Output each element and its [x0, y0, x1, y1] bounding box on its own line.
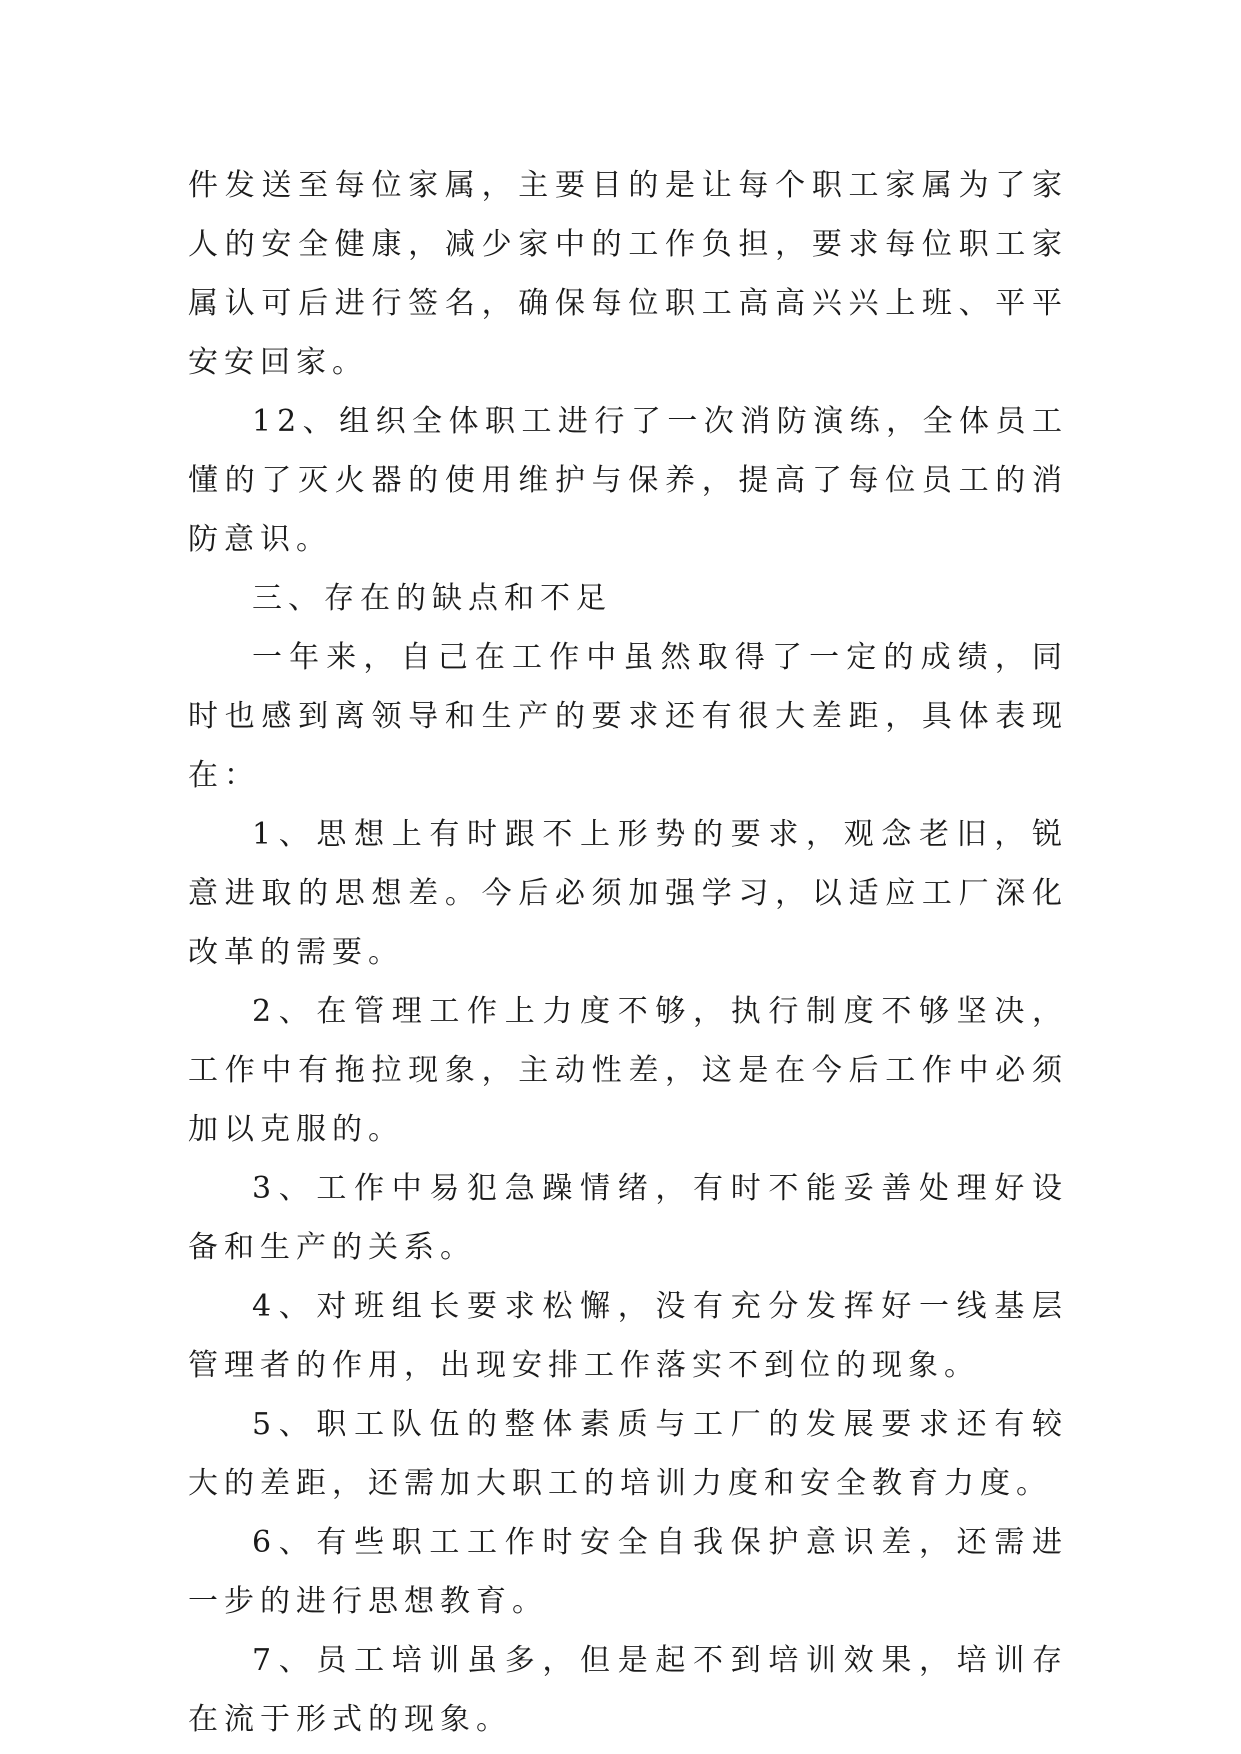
- paragraph-item-1: 1、思想上有时跟不上形势的要求，观念老旧，锐意进取的思想差。今后必须加强学习，以适应工厂深化改革的需要。: [188, 817, 1068, 970]
- document-body: [188, 156, 1068, 1749]
- paragraph-intro: 一年来，自己在工作中虽然取得了一定的成绩，同时也感到离领导和生产的要求还有很大差距，具体表现在：: [188, 640, 1068, 793]
- paragraph-item-6: 6、有些职工工作时安全自我保护意识差，还需进一步的进行思想教育。: [188, 1525, 1068, 1619]
- paragraph-item-3: 3、工作中易犯急躁情绪，有时不能妥善处理好设备和生产的关系。: [188, 1171, 1068, 1265]
- paragraph-item-4: 4、对班组长要求松懈，没有充分发挥好一线基层管理者的作用，出现安排工作落实不到位的现象。: [188, 1289, 1068, 1383]
- paragraph-continuation: 件发送至每位家属，主要目的是让每个职工家属为了家人的安全健康，减少家中的工作负担，要求每位职工家属认可后进行签名，确保每位职工高高兴兴上班、平平安安回家。: [188, 168, 1068, 380]
- paragraph-item-2: 2、在管理工作上力度不够，执行制度不够坚决，工作中有拖拉现象，主动性差，这是在今后工作中必须加以克服的。: [188, 994, 1068, 1147]
- paragraph-item-12: 12、组织全体职工进行了一次消防演练，全体员工懂的了灭火器的使用维护与保养，提高了每位员工的消防意识。: [188, 404, 1068, 557]
- section-heading: 三、存在的缺点和不足: [252, 581, 612, 616]
- paragraph-item-5: 5、职工队伍的整体素质与工厂的发展要求还有较大的差距，还需加大职工的培训力度和安全教育力度。: [188, 1407, 1068, 1501]
- paragraph-item-7: 7、员工培训虽多，但是起不到培训效果，培训存在流于形式的现象。: [188, 1643, 1068, 1737]
